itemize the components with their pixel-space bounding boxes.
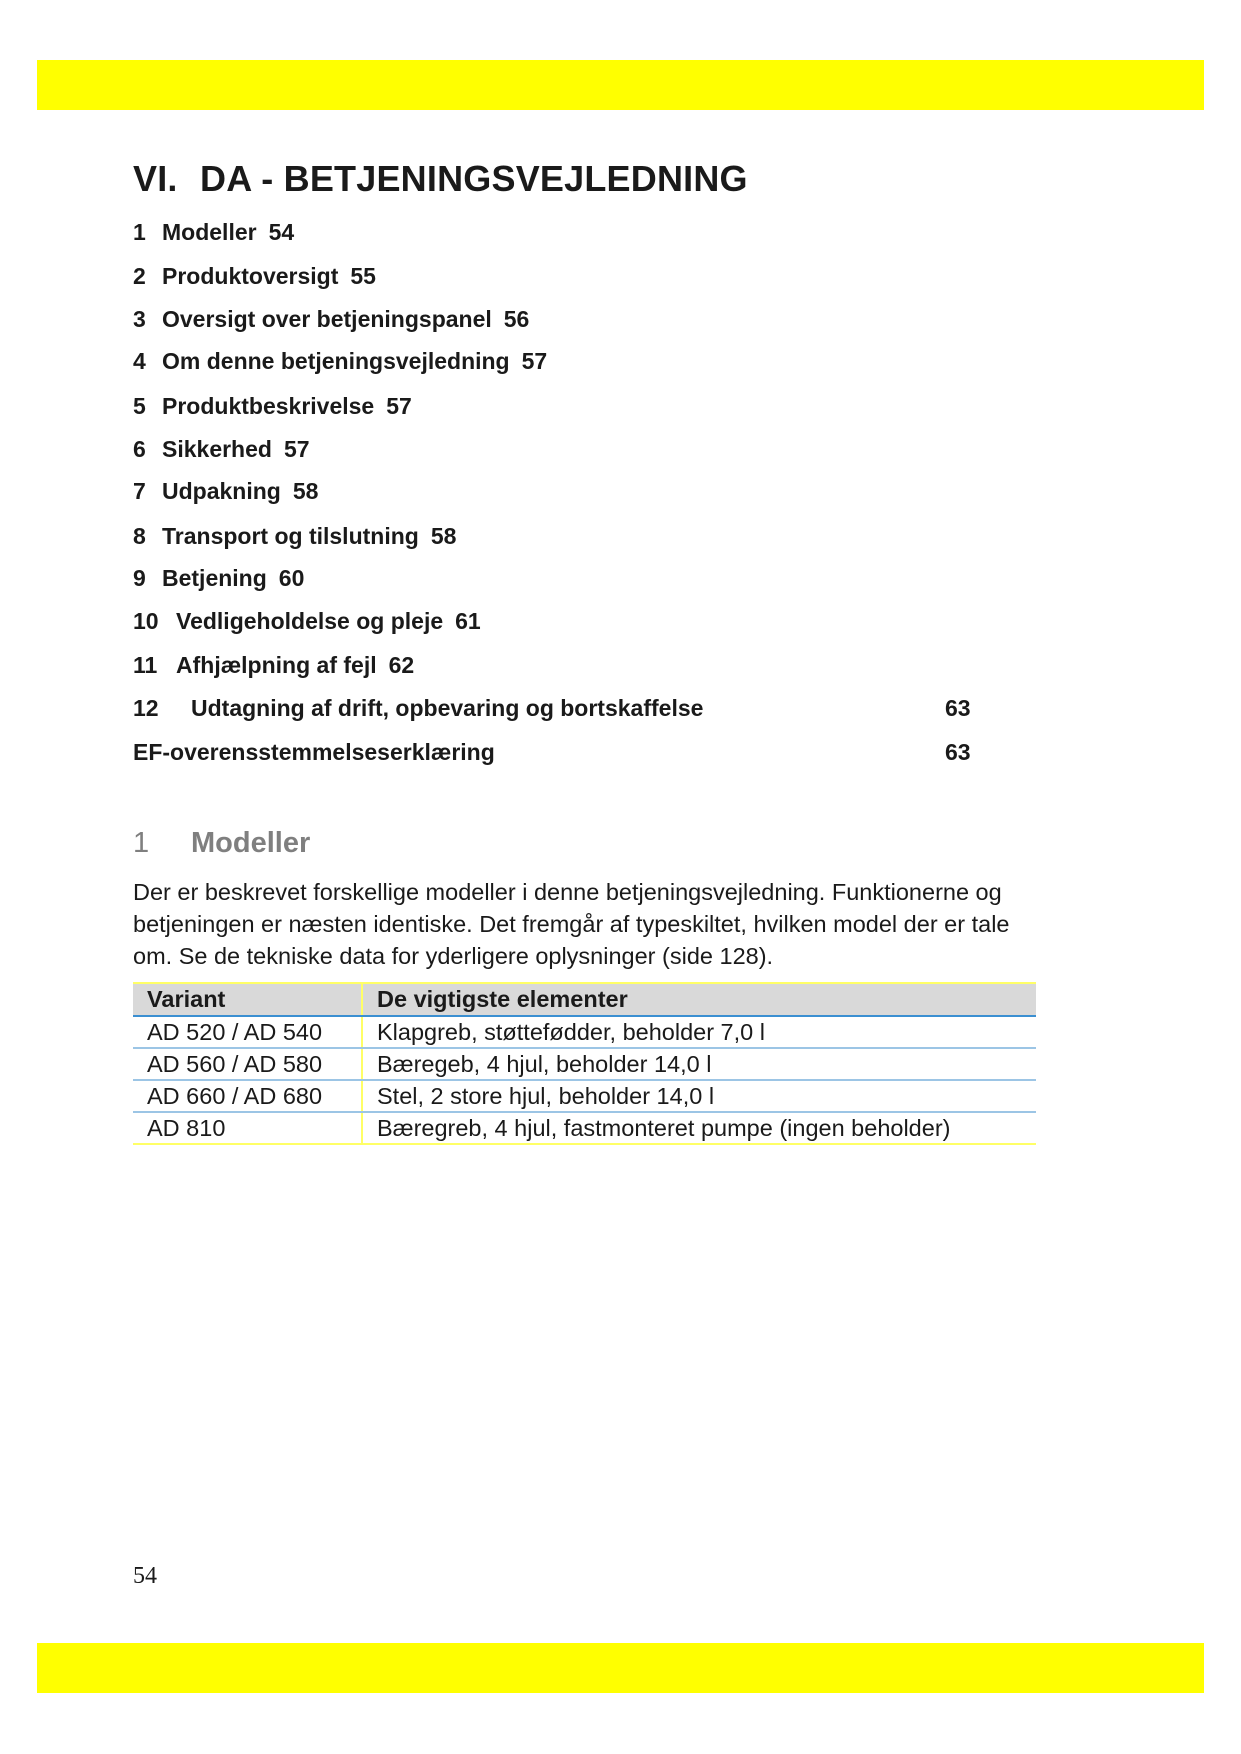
cell-elements: Bæregreb, 4 hjul, fastmonteret pumpe (ingen beholder) <box>362 1112 1036 1144</box>
toc-entry[interactable] <box>133 651 414 679</box>
page-title <box>133 158 748 200</box>
cell-elements: Bæregeb, 4 hjul, beholder 14,0 l <box>362 1048 1036 1080</box>
toc-entry-page: 54 <box>268 219 295 245</box>
toc-entry-number: 6 <box>133 436 146 462</box>
cell-elements: Klapgreb, støttefødder, beholder 7,0 l <box>362 1016 1036 1048</box>
toc-entry-label: Betjening <box>162 565 267 591</box>
toc-entry[interactable] <box>133 564 304 592</box>
toc-entry-label: Vedligeholdelse og pleje <box>176 608 444 634</box>
table-row <box>133 1080 1036 1112</box>
toc-entry[interactable] <box>133 435 310 463</box>
cell-variant: AD 810 <box>133 1112 362 1144</box>
toc-entry[interactable] <box>133 522 456 550</box>
cell-variant: AD 560 / AD 580 <box>133 1048 362 1080</box>
toc-entry-page: 60 <box>278 565 305 591</box>
toc-entry[interactable] <box>133 738 973 766</box>
toc-entry-number: 3 <box>133 306 146 332</box>
toc-entry-label: Oversigt over betjeningspanel <box>162 306 492 332</box>
toc-entry[interactable] <box>133 392 412 420</box>
toc-entry-number: 11 <box>133 652 158 678</box>
toc-entry-number: 5 <box>133 393 146 419</box>
toc-entry-page: 63 <box>945 695 971 721</box>
toc-entry-number: 7 <box>133 478 146 504</box>
toc-entry-label: Transport og tilslutning <box>162 523 419 549</box>
section-paragraph: Der er beskrevet forskellige modeller i denne betjeningsvejledning. Funktionerne og betjeningen er næsten identiske. Det fremgår af typeskiltet, hvilken model der er tale om. Se de tekniske data for yderligere oplysninger (side 128). <box>133 879 1010 969</box>
toc-entry[interactable] <box>133 477 318 505</box>
footer-band <box>37 1643 1204 1693</box>
toc-entry-label: Sikkerhed <box>162 436 272 462</box>
table-row <box>133 1048 1036 1080</box>
toc-entry-number: 4 <box>133 348 146 374</box>
toc-entry-page: 57 <box>283 436 310 462</box>
toc-entry-page: 56 <box>503 306 530 332</box>
title-number: VI. <box>133 158 178 199</box>
toc-entry[interactable] <box>133 305 529 333</box>
header-band <box>37 60 1204 110</box>
toc-entry[interactable] <box>133 607 481 635</box>
toc-entry[interactable] <box>133 347 547 375</box>
page-number: 54 <box>133 1563 157 1589</box>
toc-entry-number: 8 <box>133 523 146 549</box>
toc-entry-number: 10 <box>133 608 159 634</box>
toc-entry-label: Modeller <box>162 219 257 245</box>
toc-entry-page: 57 <box>521 348 548 374</box>
toc-entry-page: 58 <box>430 523 457 549</box>
toc-entry-number: 2 <box>133 263 146 289</box>
toc-entry-label: Produktbeskrivelse <box>162 393 375 419</box>
toc-entry-label: Udtagning af drift, opbevaring og bortskaffelse <box>191 695 704 721</box>
toc-entry-number: 1 <box>133 219 146 245</box>
toc-entry-number: 12 <box>133 695 159 721</box>
toc-entry[interactable] <box>133 218 294 246</box>
toc-entry-label: Udpakning <box>162 478 281 504</box>
toc-entry-label: Om denne betjeningsvejledning <box>162 348 510 374</box>
title-text: DA - BETJENINGSVEJLEDNING <box>200 158 748 199</box>
toc-entry-label: EF-overensstemmelseserklæring <box>133 739 495 765</box>
table-row <box>133 1016 1036 1048</box>
table-row <box>133 1112 1036 1144</box>
toc-entry-number: 9 <box>133 565 146 591</box>
section-number: 1 <box>133 827 150 859</box>
toc-entry-page: 57 <box>386 393 412 419</box>
cell-elements: Stel, 2 store hjul, beholder 14,0 l <box>362 1080 1036 1112</box>
table-header-row <box>133 983 1036 1016</box>
column-header-variant: Variant <box>133 983 362 1016</box>
cell-variant: AD 660 / AD 680 <box>133 1080 362 1112</box>
toc-entry-page: 62 <box>388 652 415 678</box>
section-title: Modeller <box>191 827 311 859</box>
toc-entry-page: 63 <box>945 739 971 765</box>
section-heading <box>133 826 310 860</box>
column-header-elements: De vigtigste elementer <box>362 983 1036 1016</box>
cell-variant: AD 520 / AD 540 <box>133 1016 362 1048</box>
models-table <box>133 982 1036 1145</box>
toc-entry-label: Afhjælpning af fejl <box>176 652 377 678</box>
toc-entry-page: 61 <box>455 608 481 634</box>
toc-entry-page: 58 <box>292 478 319 504</box>
toc-entry[interactable] <box>133 694 973 722</box>
toc-entry[interactable] <box>133 262 376 290</box>
toc-entry-label: Produktoversigt <box>162 263 339 289</box>
toc-entry-page: 55 <box>350 263 376 289</box>
